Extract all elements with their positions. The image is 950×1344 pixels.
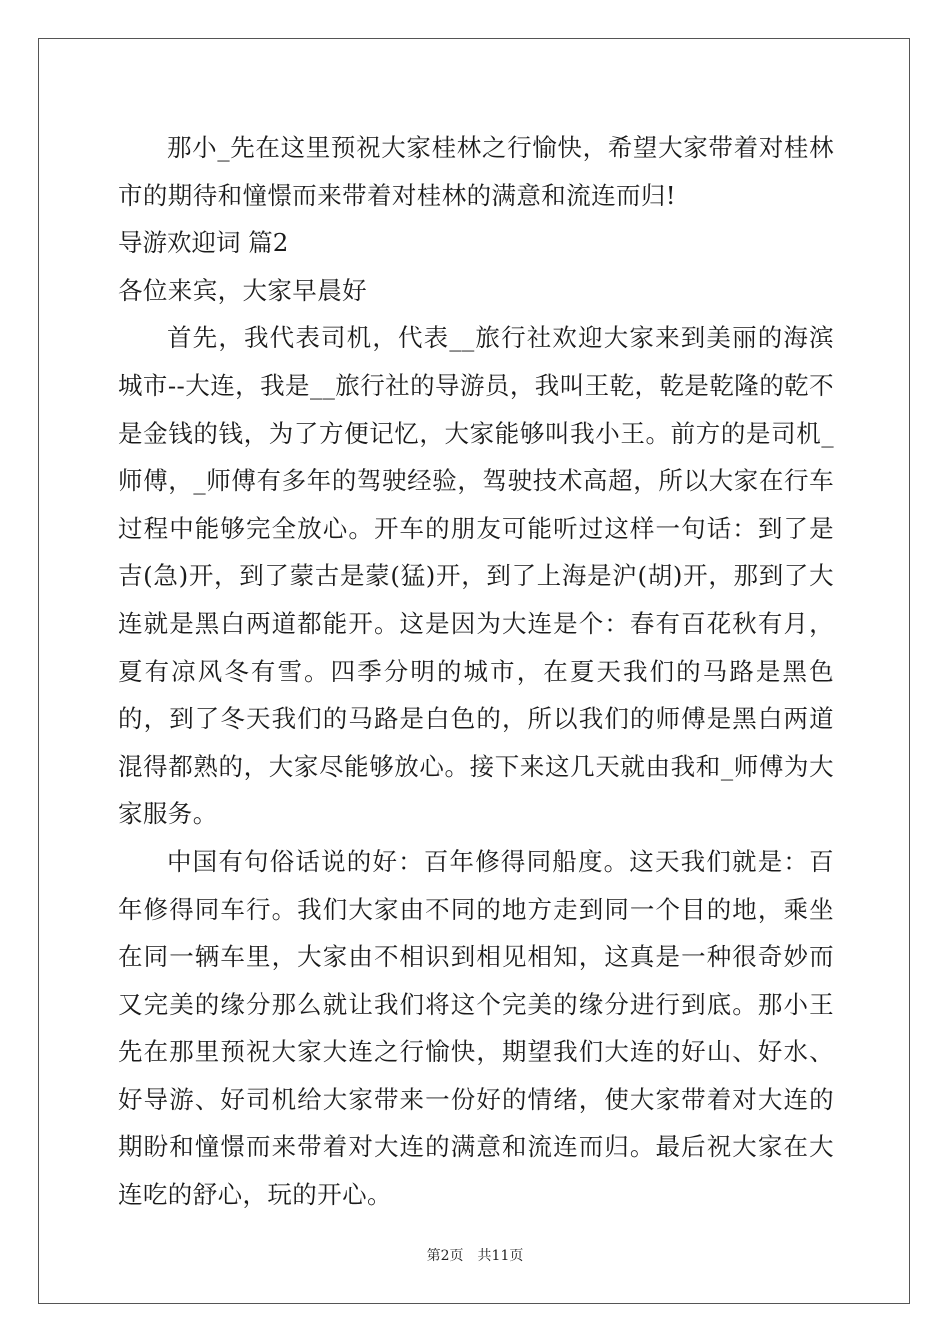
greeting-line: 各位来宾，大家早晨好: [118, 275, 367, 305]
body-paragraph: 中国有句俗话说的好：百年修得同船度。这天我们就是：百年修得同车行。我们大家由不同的地方走到同一个目的地，乘坐在同一辆车里，大家由不相识到相见相知，这真是一种很奇妙而又完美的缘分那么就让我们将这个完美的缘分进行到底。那小王先在那里预祝大家大连之行愉快，期望我们大连的好山、好水、好导游、好司机给大家带来一份好的情绪，使大家带着对大连的期盼和憧憬而来带着对大连的满意和流连而归。最后祝大家在大连吃的舒心，玩的开心。: [118, 846, 834, 1210]
page-number-footer: 第2页 共11页: [426, 1248, 524, 1264]
closing-paragraph: 那小_先在这里预祝大家桂林之行愉快，希望大家带着对桂林市的期待和憧憬而来带着对桂林的满意和流连而归!: [118, 133, 834, 210]
section-heading: 导游欢迎词 篇2: [118, 228, 289, 258]
document-body: [118, 124, 834, 1219]
intro-paragraph: 首先，我代表司机，代表__旅行社欢迎大家来到美丽的海滨城市--大连，我是__旅行社的导游员，我叫王乾，乾是乾隆的乾不是金钱的钱，为了方便记忆，大家能够叫我小王。前方的是司机_师傅，_师傅有多年的驾驶经验，驾驶技术高超，所以大家在行车过程中能够完全放心。开车的朋友可能听过这样一句话：到了是吉(急)开，到了蒙古是蒙(猛)开，到了上海是沪(胡)开，那到了大连就是黑白两道都能开。这是因为大连是个：春有百花秋有月，夏有凉风冬有雪。四季分明的城市，在夏天我们的马路是黑色的，到了冬天我们的马路是白色的，所以我们的师傅是黑白两道混得都熟的，大家尽能够放心。接下来这几天就由我和_师傅为大家服务。: [118, 323, 834, 829]
